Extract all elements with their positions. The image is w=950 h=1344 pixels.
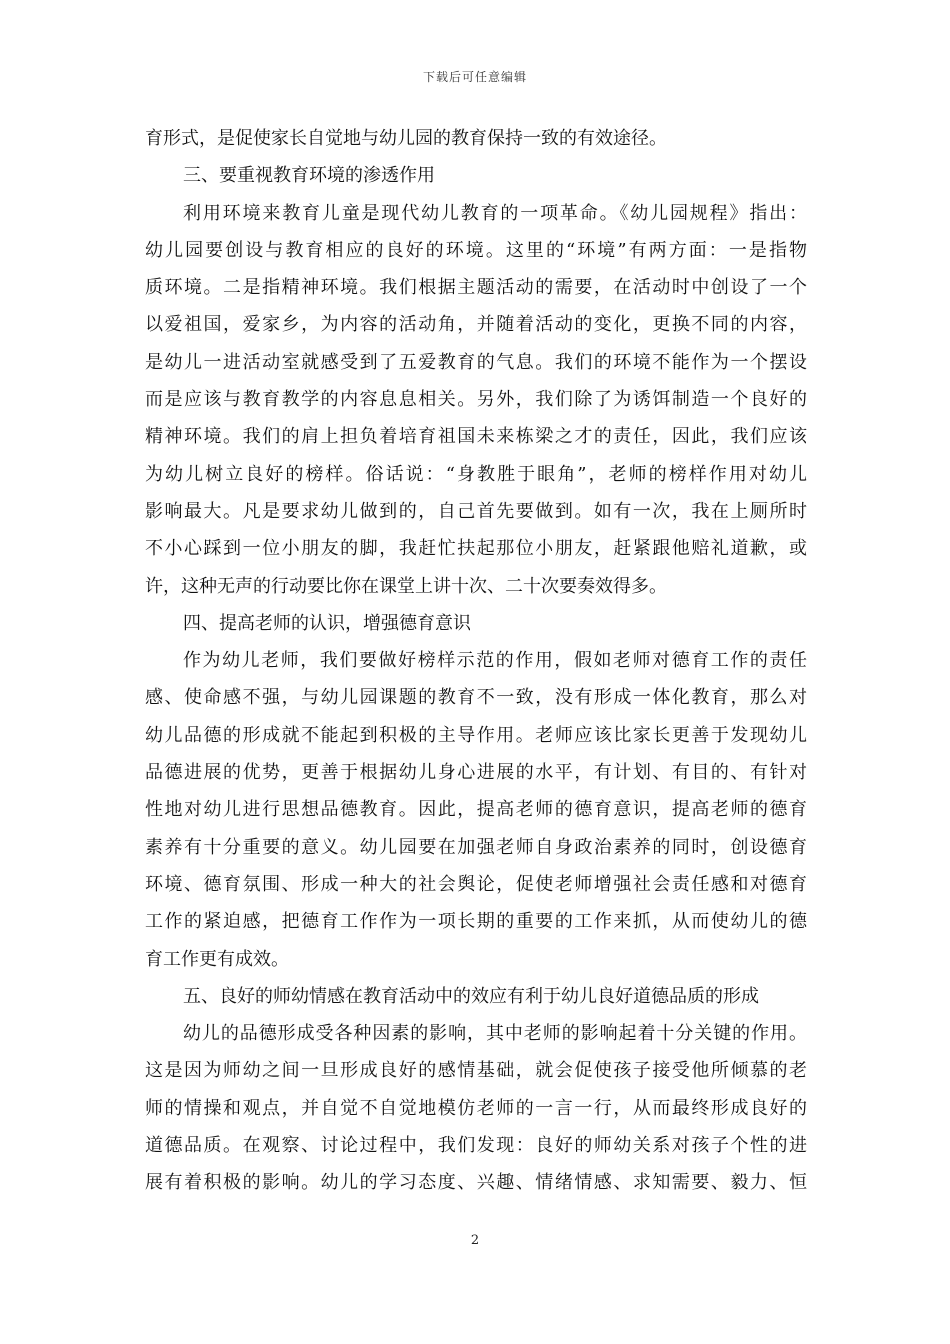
paragraph-first-line: 幼儿的品德形成受各种因素的影响，其中老师的影响起着十分关键的作用。 [183,1023,807,1045]
paragraph-first-line: 三、要重视教育环境的渗透作用 [183,165,435,187]
document-body [145,120,807,1202]
text-line: 素养有十分重要的意义。幼儿园要在加强老师自身政治素养的同时，创设德育 [145,836,807,858]
text-line: 而是应该与教育教学的内容息息相关。另外，我们除了为诱饵制造一个良好的 [145,389,807,411]
page-header: 下载后可任意编辑 [422,70,527,84]
text-line: 师的情操和观点，并自觉不自觉地模仿老师的一言一行，从而最终形成良好的 [145,1097,807,1119]
text-line: 幼儿品德的形成就不能起到积极的主导作用。老师应该比家长更善于发现幼儿 [145,724,807,746]
text-line: 环境、德育氛围、形成一种大的社会舆论，促使老师增强社会责任感和对德育 [145,873,807,895]
page-number: 2 [470,1233,480,1248]
text-line: 是幼儿一进活动室就感受到了五爱教育的气息。我们的环境不能作为一个摆设 [145,351,807,373]
text-line: 幼儿园要创设与教育相应的良好的环境。这里的“环境”有两方面：一是指物 [145,239,807,261]
paragraph-first-line: 五、良好的师幼情感在教育活动中的效应有利于幼儿良好道德品质的形成 [183,985,759,1007]
text-line: 许，这种无声的行动要比你在课堂上讲十次、二十次要奏效得多。 [145,575,667,597]
text-line: 工作的紧迫感，把德育工作作为一项长期的重要的工作来抓，从而使幼儿的德 [145,911,807,933]
text-line: 以爱祖国，爱家乡，为内容的活动角，并随着活动的变化，更换不同的内容， [145,314,807,336]
text-line: 感、使命感不强，与幼儿园课题的教育不一致，没有形成一体化教育，那么对 [145,687,807,709]
text-line: 精神环境。我们的肩上担负着培育祖国未来栋梁之才的责任，因此，我们应该 [145,426,807,448]
text-line: 性地对幼儿进行思想品德教育。因此，提高老师的德育意识，提高老师的德育 [145,799,807,821]
text-line: 育形式，是促使家长自觉地与幼儿园的教育保持一致的有效途径。 [145,128,667,149]
text-line: 这是因为师幼之间一旦形成良好的感情基础，就会促使孩子接受他所倾慕的老 [145,1060,807,1082]
text-line: 道德品质。在观察、讨论过程中，我们发现：良好的师幼关系对孩子个性的进 [145,1135,807,1157]
text-line: 质环境。二是指精神环境。我们根据主题活动的需要，在活动时中创设了一个 [145,277,807,299]
paragraph-first-line: 利用环境来教育儿童是现代幼儿教育的一项革命。《幼儿园规程》指出： [183,202,807,224]
text-line: 育工作更有成效。 [145,948,289,970]
paragraph-first-line: 作为幼儿老师，我们要做好榜样示范的作用，假如老师对德育工作的责任 [183,650,807,672]
paragraph-first-line: 四、提高老师的认识，增强德育意识 [183,612,471,634]
text-line: 为幼儿树立良好的榜样。俗话说：“身教胜于眼角”，老师的榜样作用对幼儿 [145,463,807,485]
text-line: 影响最大。凡是要求幼儿做到的，自己首先要做到。如有一次，我在上厕所时 [145,500,807,522]
text-line: 展有着积极的影响。幼儿的学习态度、兴趣、情绪情感、求知需要、毅力、恒 [145,1172,807,1194]
text-line: 品德进展的优势，更善于根据幼儿身心进展的水平，有计划、有目的、有针对 [145,762,807,784]
text-line: 不小心踩到一位小朋友的脚，我赶忙扶起那位小朋友，赶紧跟他赔礼道歉，或 [145,538,807,560]
